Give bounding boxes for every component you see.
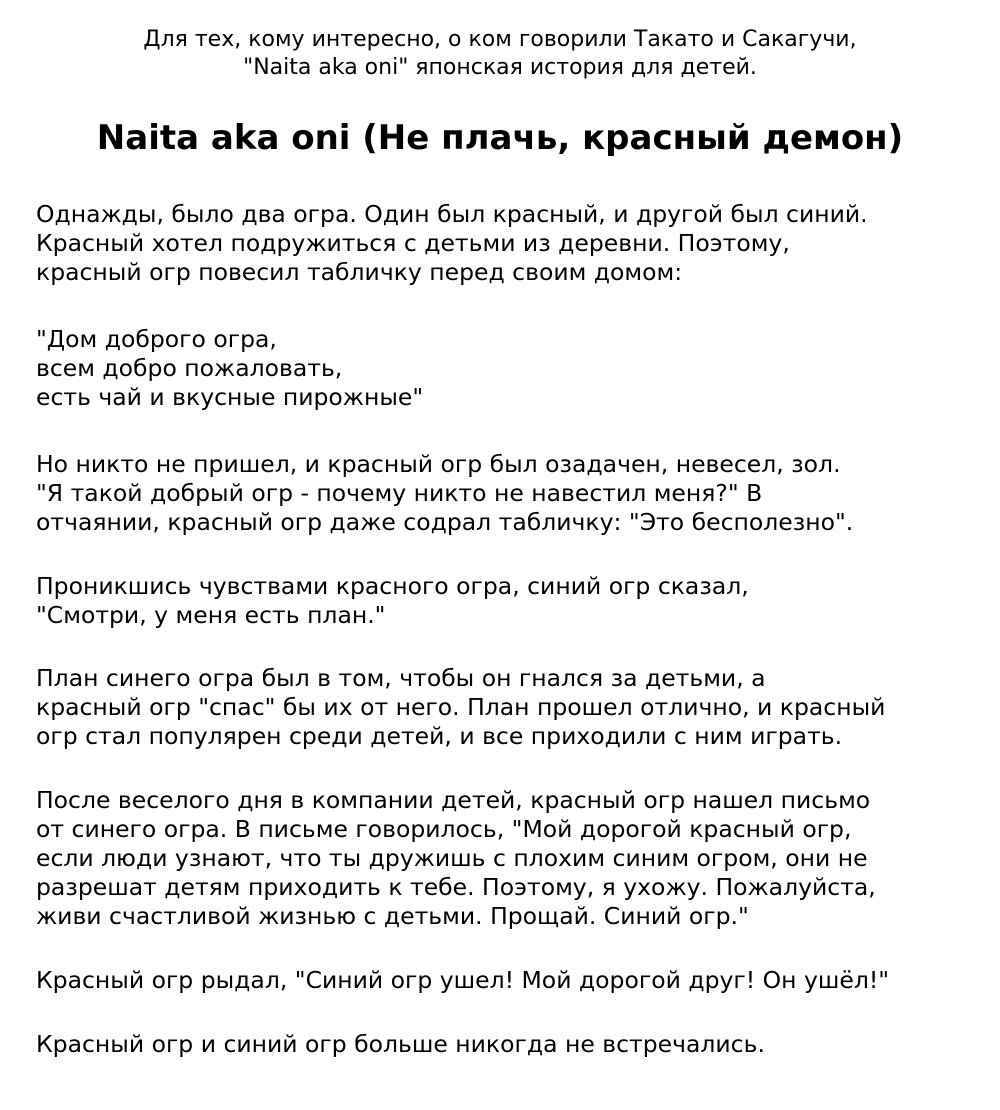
text-line: разрешат детям приходить к тебе. Поэтому, я ухожу. Пожалуйста, — [36, 873, 876, 901]
text-line: Однажды, было два огра. Один был красный, и другой был синий. — [36, 200, 868, 228]
intro-line: "Naita aka oni" японская история для детей. — [243, 55, 757, 80]
text-line: есть чай и вкусные пирожные" — [36, 383, 424, 411]
intro-note — [0, 26, 1000, 82]
story-title: Naita aka oni (Не плачь, красный демон) — [96, 118, 904, 158]
story-paragraph-1 — [36, 200, 986, 287]
text-line: "Дом доброго огра, — [36, 325, 277, 353]
story-paragraph-7 — [36, 966, 986, 995]
text-line: красный огр "спас" бы их от него. План прошел отлично, и красный — [36, 693, 886, 721]
text-line: живи счастливой жизнью с детьми. Прощай. Синий огр." — [36, 902, 749, 930]
text-line: если люди узнают, что ты дружишь с плохим синим огром, они не — [36, 844, 868, 872]
text-line: Проникшись чувствами красного огра, синий огр сказал, — [36, 572, 749, 600]
text-line: "Я такой добрый огр - почему никто не навестил меня?" В — [36, 479, 763, 507]
text-line: отчаянии, красный огр даже содрал табличку: "Это бесполезно". — [36, 508, 854, 536]
text-line: Красный огр рыдал, "Синий огр ушел! Мой дорогой друг! Он ушёл!" — [36, 966, 890, 994]
story-paragraph-5 — [36, 664, 986, 751]
text-line: Но никто не пришел, и красный огр был озадачен, невесел, зол. — [36, 450, 841, 478]
text-line: всем добро пожаловать, — [36, 354, 343, 382]
story-paragraph-3 — [36, 450, 986, 537]
text-line: огр стал популярен среди детей, и все приходили с ним играть. — [36, 722, 843, 750]
text-line: красный огр повесил табличку перед своим домом: — [36, 258, 683, 286]
intro-line: Для тех, кому интересно, о ком говорили Такато и Сакагучи, — [143, 27, 857, 52]
story-paragraph-6 — [36, 786, 986, 931]
text-line: "Смотри, у меня есть план." — [36, 601, 386, 629]
story-paragraph-4 — [36, 572, 986, 630]
text-line: План синего огра был в том, чтобы он гнался за детьми, а — [36, 664, 766, 692]
text-line: от синего огра. В письме говорилось, "Мой дорогой красный огр, — [36, 815, 852, 843]
text-line: Красный хотел подружиться с детьми из деревни. Поэтому, — [36, 229, 790, 257]
sign-text-paragraph — [36, 325, 986, 412]
story-paragraph-8 — [36, 1030, 986, 1059]
text-line: После веселого дня в компании детей, красный огр нашел письмо — [36, 786, 871, 814]
text-line: Красный огр и синий огр больше никогда не встречались. — [36, 1030, 765, 1058]
